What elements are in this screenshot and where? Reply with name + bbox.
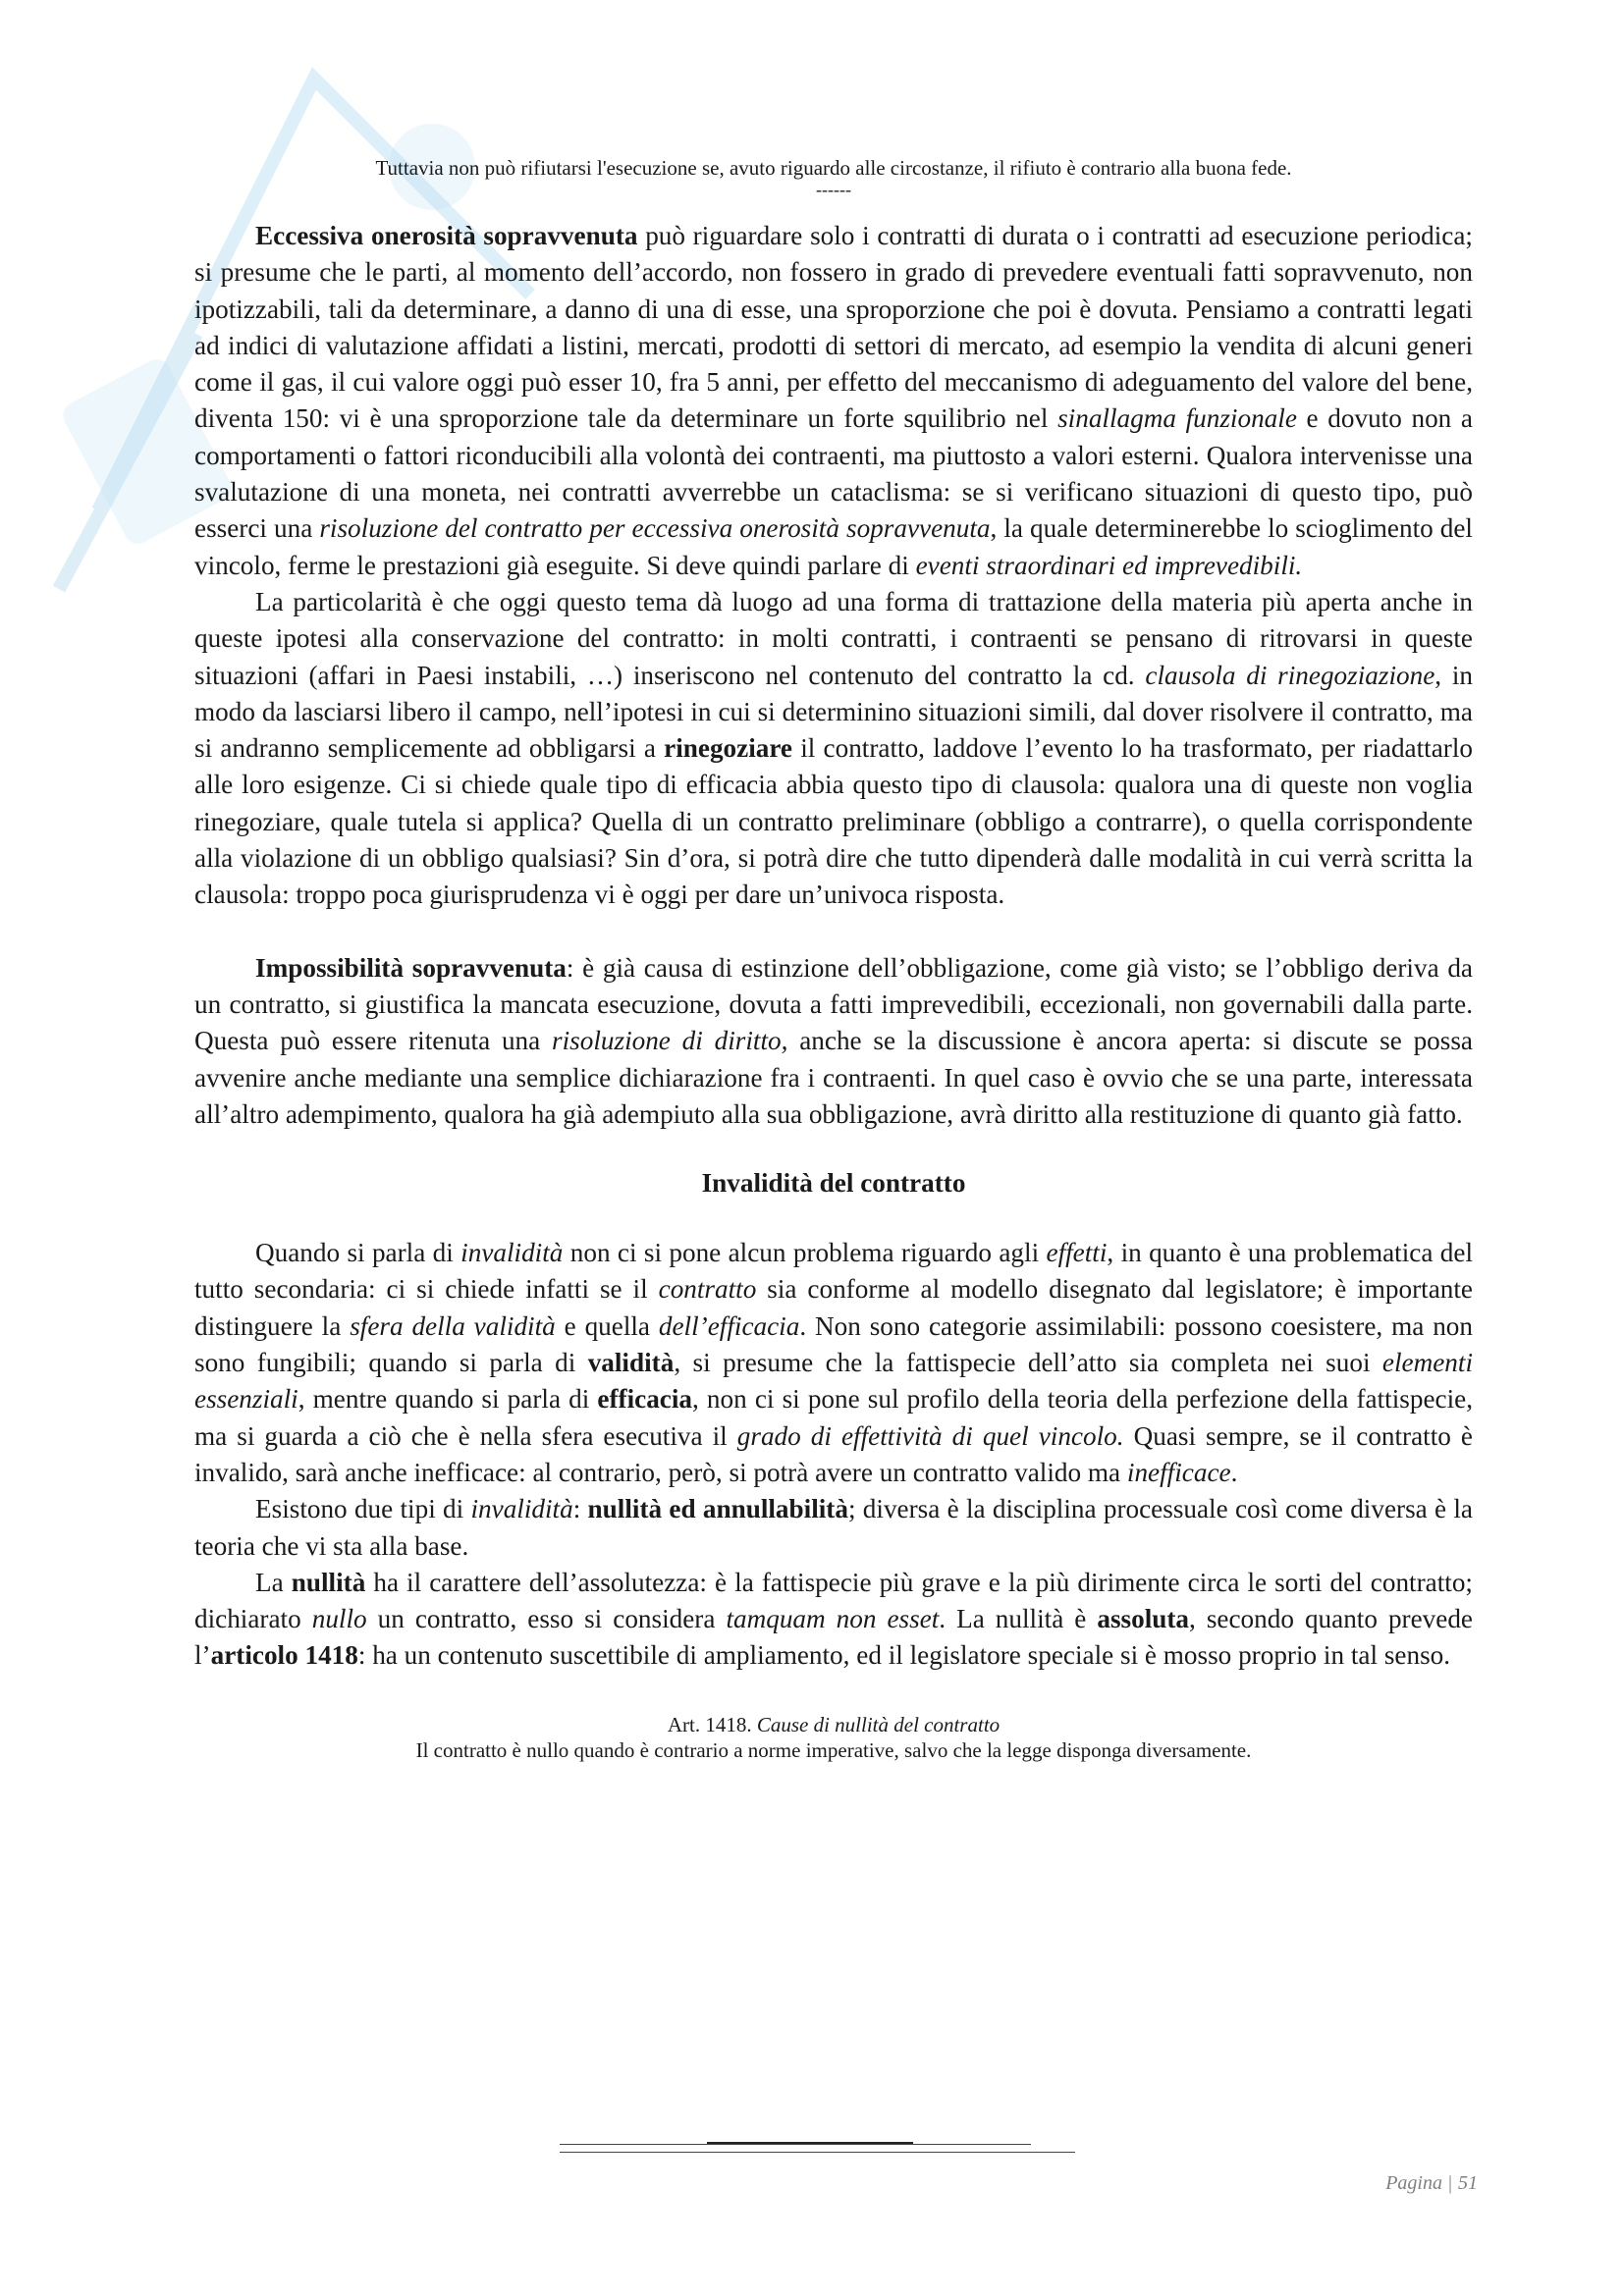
text-span: anche se la discussione è ancora aperta: si discute se possa avvenire anche mediante una semplice dichiarazione fra i contraenti. In quel caso è ovvio che se una parte, interessata all’altro adempimento, qualora ha già adempiuto alla sua obbligazione, avrà diritto alla restituzione di quanto già fatto. xyxy=(194,1026,1473,1129)
text-span: , la quale determinerebbe lo scioglimento del vincolo, ferme le prestazioni già eseguite. Si deve quindi parlare di xyxy=(194,513,1473,580)
paragraph-rinegoziazione xyxy=(194,584,1473,914)
text-span: , in modo da lasciarsi libero il campo, nell’ipotesi in cui si determinino situazioni simili, dal dover risolvere il contratto, ma si andranno semplicemente ad obbligarsi a xyxy=(194,660,1473,764)
text-span: il contratto, laddove l’evento lo ha trasformato, per riadattarlo alle loro esigenze. Ci si chiede quale tipo di efficacia abbia questo tipo di clausola: qualora una di queste non voglia rinegoziare, quale tutela si applica? Quella di un contratto preliminare (obbligo a contrarre), o quella corrispondente alla violazione di un obbligo qualsiasi? Sin d’ora, si potrà dire che tutto dipenderà dalle modalità in cui verrà scritta la clausola: troppo poca giurisprudenza vi è oggi per dare un’univoca risposta. xyxy=(194,733,1473,910)
bold-term: nullità xyxy=(291,1567,366,1597)
separator-dashes: ------ xyxy=(816,180,851,199)
bold-term: articolo 1418 xyxy=(210,1640,358,1671)
bold-term: nullità ed annullabilità xyxy=(587,1494,848,1524)
text-span: , in quanto è una problematica del tutto secondaria: ci si chiede infatti se il xyxy=(194,1238,1473,1305)
text-span: ; diversa è la disciplina processuale così come diversa è la teoria che vi sta alla base. xyxy=(194,1494,1473,1561)
text-span: può riguardare solo i contratti di durata o i contratti ad esecuzione periodica; si presume che le parti, al momento dell’accordo, non fossero in grado di prevedere eventuali fatti sopravvenuto, non ipotizzabili, tali da determinare, a danno di una di esse, una sproporzione che poi è dovuta. Pensiamo a contratti legati ad indici di valutazione affidati a listini, mercati, prodotti di settori di mercato, ad esempio la vendita di alcuni generi come il gas, il cui valore oggi può esser 10, fra 5 anni, per effetto del meccanismo di adeguamento del valore del bene, diventa 150: vi è una sproporzione tale da determinare un forte squilibrio nel xyxy=(194,221,1473,434)
italic-term: invalidità xyxy=(460,1238,564,1268)
page-number-value: 51 xyxy=(1458,2172,1478,2194)
bold-term: validità xyxy=(587,1348,675,1378)
bold-term: assoluta xyxy=(1097,1604,1190,1634)
document-page xyxy=(194,147,1473,1763)
paragraph-invalidita xyxy=(194,1235,1473,1491)
text-span: , secondo quanto prevede l’ xyxy=(194,1604,1473,1671)
text-span: . La nullità è xyxy=(939,1604,1098,1634)
paragraph-tipi-invalidita xyxy=(194,1491,1473,1565)
italic-term: eventi straordinari ed imprevedibili. xyxy=(915,550,1303,580)
text-span: La particolarità è che oggi questo tema dà luogo ad una forma di trattazione della materia più aperta anche in queste ipotesi alla conservazione del contratto: in molti contratti, i contraenti se pensano di ritrovarsi in queste situazioni (affari in Paesi instabili, …) inseriscono nel contenuto del contratto la cd. xyxy=(194,586,1473,690)
italic-term: elementi essenziali xyxy=(194,1348,1473,1415)
paragraph-impossibilita xyxy=(194,950,1473,1133)
italic-term: risoluzione di diritto, xyxy=(552,1026,788,1056)
text-span: , si presume che la fattispecie dell’atto sia completa nei suoi xyxy=(674,1348,1382,1378)
text-span: non ci si pone alcun problema riguardo agli xyxy=(563,1238,1047,1268)
text-span: La xyxy=(255,1567,292,1597)
article-quote xyxy=(194,1712,1473,1763)
italic-term: nullo xyxy=(311,1604,367,1634)
term-eccessiva-onerosita: Eccessiva onerosità sopravvenuta xyxy=(255,221,638,250)
text-span: , mentre quando si parla di xyxy=(298,1384,598,1415)
text-span: e dovuto non a comportamenti o fattori riconducibili alla volontà dei contraenti, ma piuttosto a valori esterni. Qualora intervenisse una svalutazione di una moneta, nei contratti avverrebbe un cataclisma: se si verificano situazioni di questo tipo, può esserci una xyxy=(194,403,1473,544)
text-span: . xyxy=(1230,1457,1238,1487)
italic-term: contratto xyxy=(658,1274,757,1305)
italic-term: clausola di rinegoziazione xyxy=(1145,660,1435,690)
text-span: . Non sono categorie assimilabili: possono coesistere, ma non sono fungibili; quando si parla di xyxy=(194,1310,1473,1378)
italic-term: tamquam non esset xyxy=(726,1604,940,1634)
paragraph-nullita xyxy=(194,1565,1473,1675)
article-number: Art. 1418. xyxy=(667,1712,752,1736)
italic-term: dell’efficacia xyxy=(658,1310,800,1341)
paragraph-eccessiva-onerosita xyxy=(194,218,1473,584)
text-span: un contratto, esso si considera xyxy=(366,1604,727,1634)
page-separator: | xyxy=(1447,2172,1452,2194)
page-label: Pagina xyxy=(1385,2172,1442,2194)
article-title: Cause di nullità del contratto xyxy=(756,1712,1001,1736)
page-number xyxy=(1385,2172,1478,2195)
text-span: : ha un contenuto suscettibile di ampliamento, ed il legislatore speciale si è mosso proprio in tal senso. xyxy=(357,1640,1451,1671)
text-span: e quella xyxy=(555,1310,659,1341)
italic-term: inefficace xyxy=(1126,1457,1231,1487)
text-span: Esistono due tipi di xyxy=(255,1494,471,1524)
italic-term: effetti xyxy=(1046,1238,1108,1268)
italic-term: risoluzione del contratto per eccessiva onerosità sopravvenuta xyxy=(319,513,991,544)
text-span: Quasi sempre, se il contratto è invalido, sarà anche inefficace: al contrario, però, si potrà avere un contratto valido ma xyxy=(194,1420,1473,1487)
article-text: Il contratto è nullo quando è contrario a norme imperative, salvo che la legge disponga diversamente. xyxy=(415,1737,1252,1762)
term-impossibilita: Impossibilità sopravvenuta xyxy=(255,952,567,983)
text-span: Quando si parla di xyxy=(255,1238,461,1268)
text-span: ha il carattere dell’assolutezza: è la fattispecie più grave e la più dirimente circa le sorti del contratto; dichiarato xyxy=(194,1567,1473,1634)
text-span: : xyxy=(572,1494,588,1524)
italic-term: sfera della validità xyxy=(350,1310,556,1341)
quoted-article-tail: Tuttavia non può rifiutarsi l'esecuzione se, avuto riguardo alle circostanze, il rifiuto è contrario alla buona fede. xyxy=(375,156,1292,180)
italic-term: sinallagma funzionale xyxy=(1057,403,1297,434)
watermark-shape-2 xyxy=(59,334,196,589)
footer-rule xyxy=(560,2152,1075,2153)
italic-term: invalidità xyxy=(470,1494,573,1524)
text-span: sia conforme al modello disegnato dal legislatore; è importante distinguere la xyxy=(194,1274,1473,1341)
italic-term: grado di effettività di quel vincolo. xyxy=(736,1420,1124,1451)
section-title: Invalidità del contratto xyxy=(701,1168,966,1199)
text-span: : è già causa di estinzione dell’obbligazione, come già visto; se l’obbligo deriva da un contratto, si giustifica la mancata esecuzione, dovuta a fatti imprevedibili, eccezionali, non governabili dalla parte. Questa può essere ritenuta una xyxy=(194,952,1473,1056)
bold-term: rinegoziare xyxy=(664,733,792,764)
article-heading xyxy=(194,1712,1473,1737)
bold-term: efficacia xyxy=(597,1384,693,1415)
footer-rule xyxy=(560,2144,1031,2145)
text-span: , non ci si pone sul profilo della teoria della perfezione della fattispecie, ma si guarda a ciò che è nella sfera esecutiva il xyxy=(194,1384,1473,1451)
